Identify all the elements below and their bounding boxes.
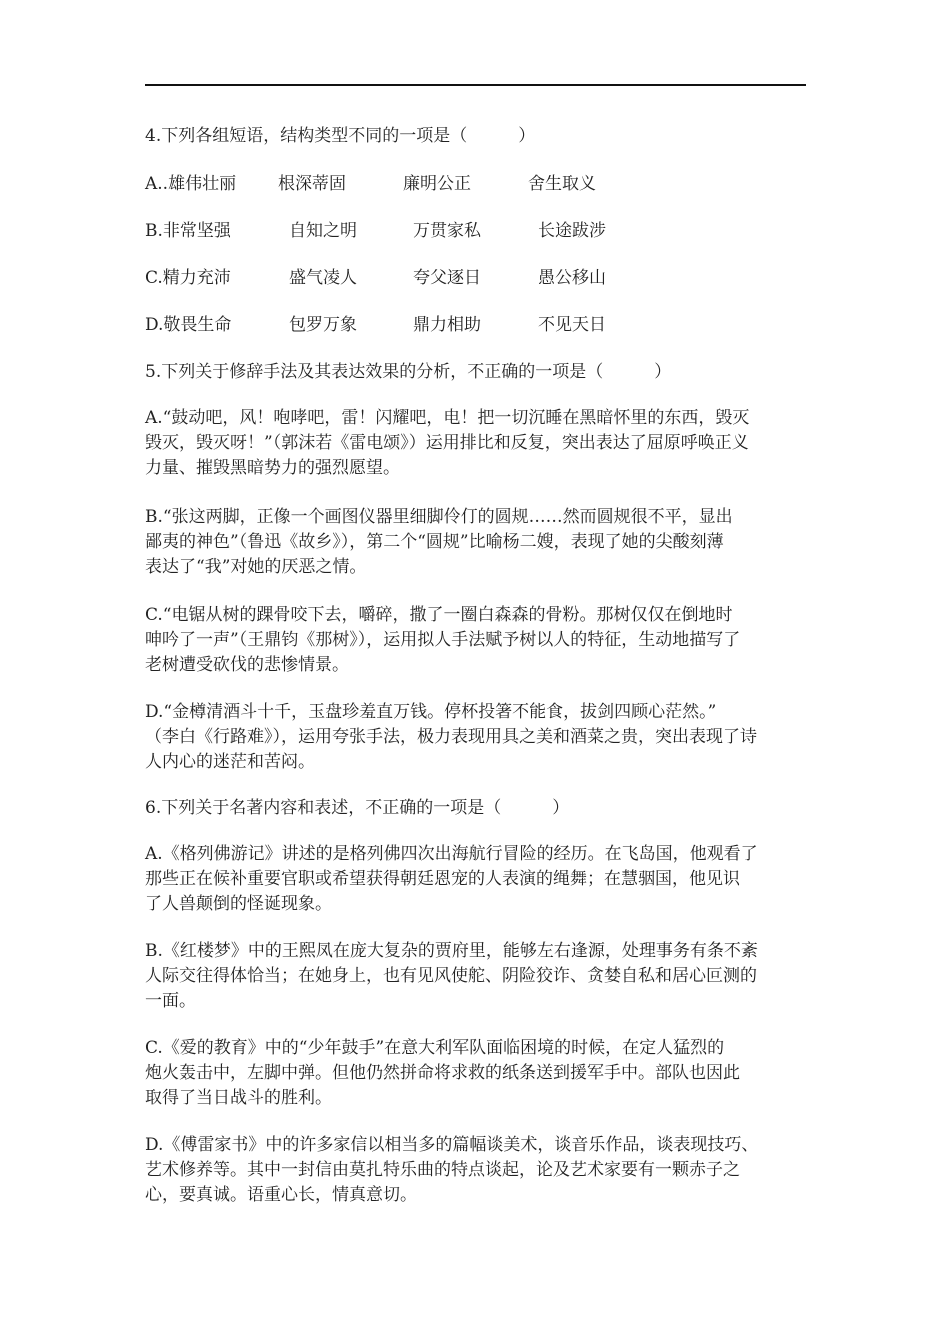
option-line: 表达了“我”对她的厌恶之情。: [145, 557, 367, 577]
option-line: 人内心的迷茫和苦闷。: [145, 752, 315, 772]
option-line: A.《格列佛游记》讲述的是格列佛四次出海航行冒险的经历。在飞岛国，他观看了: [145, 844, 758, 864]
question-5-option-a: [145, 406, 806, 481]
option-cell: D.敬畏生命: [145, 315, 232, 335]
question-5-option-d: [145, 700, 806, 775]
option-cell: 盛气凌人: [289, 268, 357, 288]
option-line: C.“电锯从树的踝骨咬下去，嚼碎，撒了一圈白森森的骨粉。那树仅仅在倒地时: [145, 605, 733, 625]
question-6-option-a: [145, 842, 806, 917]
option-cell: A..雄伟壮丽: [145, 174, 237, 194]
option-line: B.“张这两脚，正像一个画图仪器里细脚伶仃的圆规……然而圆规很不平，显出: [145, 507, 733, 527]
option-cell: B.非常坚强: [145, 221, 231, 241]
option-cell: 长途跋涉: [538, 221, 606, 241]
option-line: （李白《行路难》），运用夸张手法，极力表现用具之美和酒菜之贵，突出表现了诗: [145, 727, 757, 747]
option-line: 力量、摧毁黑暗势力的强烈愿望。: [145, 458, 400, 478]
question-6-stem: 6.下列关于名著内容和表述，不正确的一项是（ ）: [145, 798, 570, 818]
question-5-option-b: [145, 505, 806, 580]
header-rule: [145, 84, 806, 86]
question-6-option-c: [145, 1036, 806, 1111]
question-5-stem: 5.下列关于修辞手法及其表达效果的分析，不正确的一项是（ ）: [145, 362, 672, 382]
option-cell: 不见天日: [538, 315, 606, 335]
option-line: A.“鼓动吧，风！咆哮吧，雷！闪耀吧，电！把一切沉睡在黑暗怀里的东西，毁灭: [145, 408, 750, 428]
option-cell: 万贯家私: [413, 221, 481, 241]
option-line: 炮火轰击中，左脚中弹。但他仍然拼命将求救的纸条送到援军手中。部队也因此: [145, 1063, 740, 1083]
option-line: 那些正在候补重要官职或希望获得朝廷恩宠的人表演的绳舞；在慧骃国，他见识: [145, 869, 740, 889]
option-line: 一面。: [145, 991, 196, 1011]
question-4-stem: 4.下列各组短语，结构类型不同的一项是（ ）: [145, 126, 536, 146]
option-line: 心，要真诚。语重心长，情真意切。: [145, 1185, 417, 1205]
option-line: 呻吟了一声”（王鼎钧《那树》），运用拟人手法赋予树以人的特征，生动地描写了: [145, 630, 741, 650]
option-line: B.《红楼梦》中的王熙凤在庞大复杂的贾府里，能够左右逢源，处理事务有条不紊: [145, 941, 758, 961]
option-cell: 舍生取义: [528, 174, 596, 194]
option-cell: 自知之明: [289, 221, 357, 241]
option-line: 艺术修养等。其中一封信由莫扎特乐曲的特点谈起，论及艺术家要有一颗赤子之: [145, 1160, 740, 1180]
question-6-option-d: [145, 1133, 806, 1208]
option-line: 鄙夷的神色”（鲁迅《故乡》），第二个“圆规”比喻杨二嫂，表现了她的尖酸刻薄: [145, 532, 724, 552]
option-line: 取得了当日战斗的胜利。: [145, 1088, 332, 1108]
option-cell: 包罗万象: [289, 315, 357, 335]
option-cell: 廉明公正: [403, 174, 471, 194]
option-line: 老树遭受砍伐的悲惨情景。: [145, 655, 349, 675]
option-line: 毁灭，毁灭呀！”（郭沫若《雷电颂》）运用排比和反复，突出表达了屈原呼唤正义: [145, 433, 749, 453]
option-cell: C.精力充沛: [145, 268, 231, 288]
question-5-option-c: [145, 603, 806, 678]
option-cell: 夸父逐日: [413, 268, 481, 288]
option-cell: 鼎力相助: [413, 315, 481, 335]
option-line: D.“金樽清酒斗十千，玉盘珍羞直万钱。停杯投箸不能食，拔剑四顾心茫然。”: [145, 702, 717, 722]
option-line: 人际交往得体恰当；在她身上，也有见风使舵、阴险狡诈、贪婪自私和居心叵测的: [145, 966, 757, 986]
option-line: C.《爱的教育》中的“少年鼓手”在意大利军队面临困境的时候，在定人猛烈的: [145, 1038, 725, 1058]
option-line: 了人兽颠倒的怪诞现象。: [145, 894, 332, 914]
option-cell: 根深蒂固: [278, 174, 346, 194]
question-6-option-b: [145, 939, 806, 1014]
option-line: D.《傅雷家书》中的许多家信以相当多的篇幅谈美术，谈音乐作品，谈表现技巧、: [145, 1135, 759, 1155]
option-cell: 愚公移山: [538, 268, 606, 288]
